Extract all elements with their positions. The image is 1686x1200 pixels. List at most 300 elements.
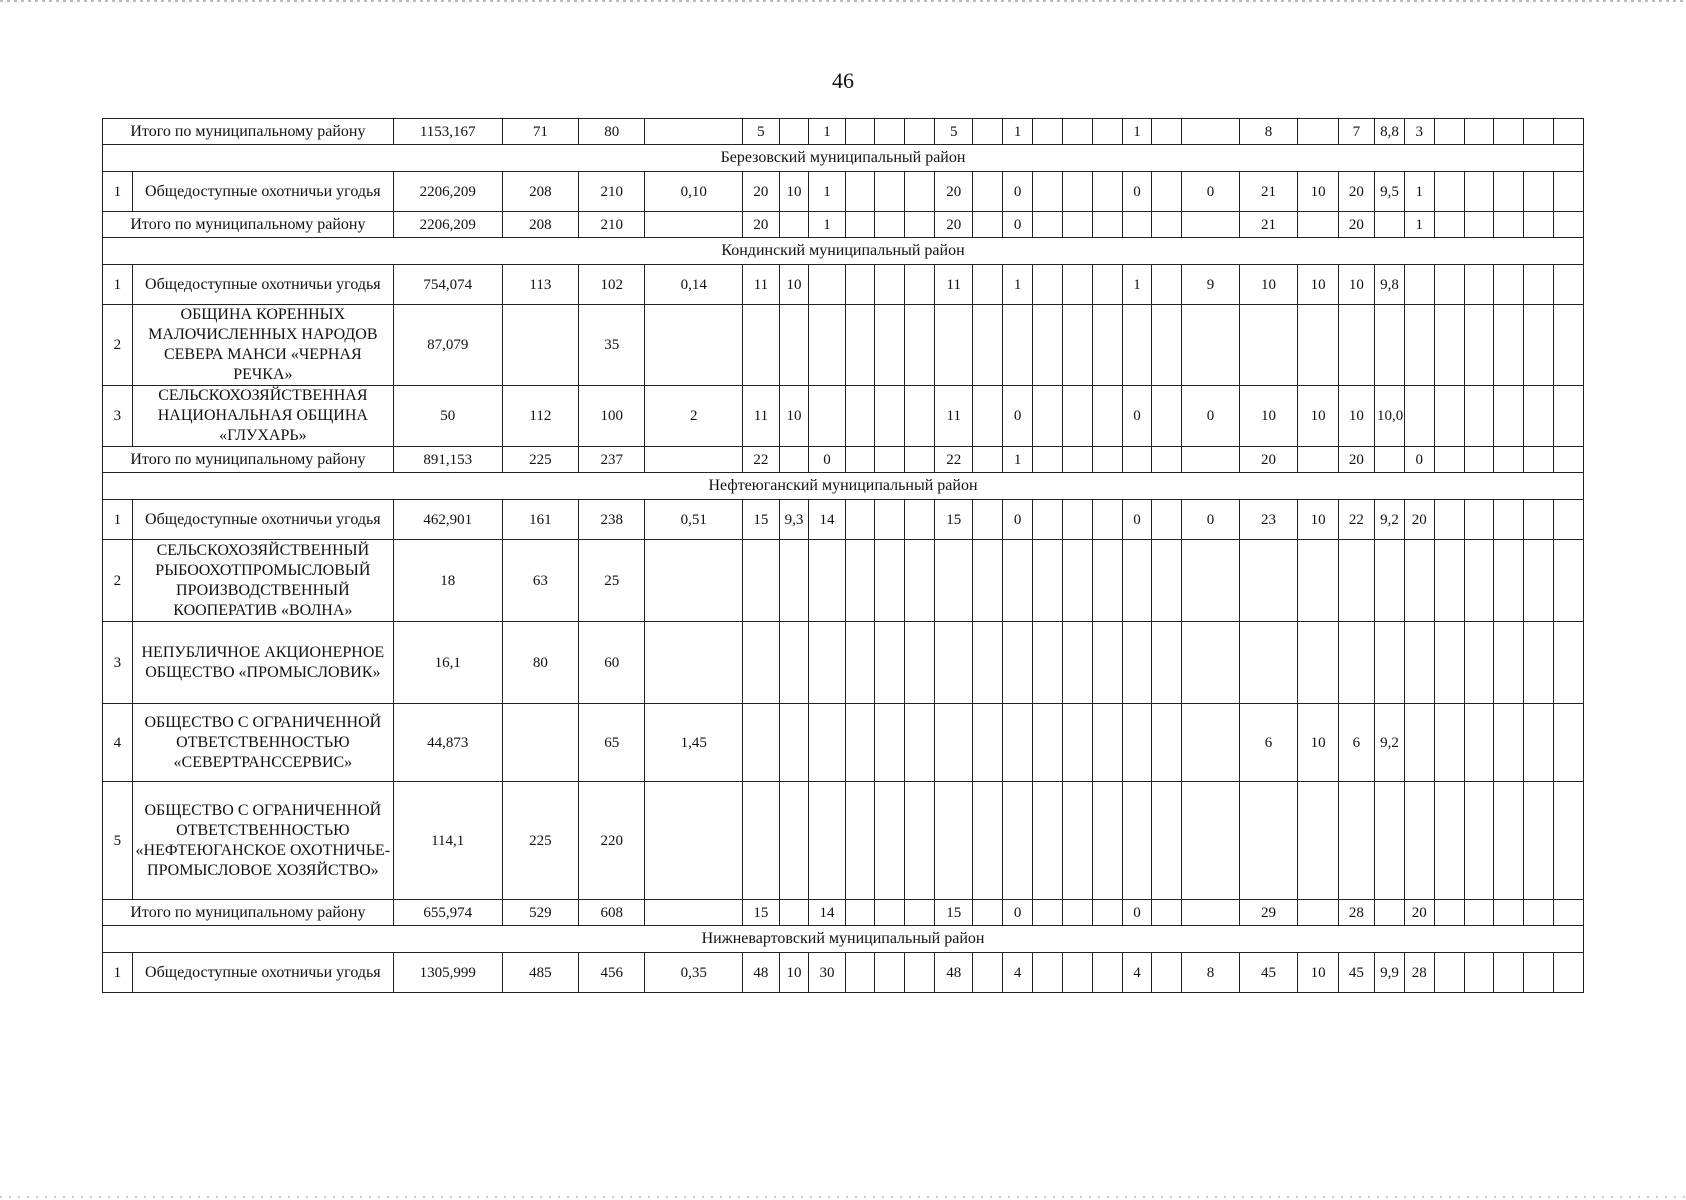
table-cell — [845, 782, 875, 900]
table-cell — [973, 172, 1003, 212]
table-cell — [809, 704, 845, 782]
table-cell — [779, 782, 809, 900]
table-cell: 7 — [1338, 119, 1374, 145]
table-cell: 1 — [1003, 119, 1033, 145]
table-cell: 60 — [579, 622, 645, 704]
table-cell: 29 — [1239, 900, 1298, 926]
table-cell — [1524, 265, 1554, 305]
table-cell — [1092, 900, 1122, 926]
table-cell — [1434, 953, 1464, 993]
table-cell — [1524, 500, 1554, 540]
table-cell — [1434, 622, 1464, 704]
table-row — [103, 172, 1584, 212]
table-cell — [1122, 212, 1152, 238]
table-cell: 35 — [579, 305, 645, 386]
table-cell: 114,1 — [393, 782, 502, 900]
table-cell — [1062, 265, 1092, 305]
table-cell — [875, 500, 905, 540]
table-cell — [875, 212, 905, 238]
table-cell — [1554, 265, 1584, 305]
table-cell — [1524, 540, 1554, 622]
table-cell — [875, 305, 905, 386]
table-cell — [1239, 305, 1298, 386]
table-cell — [905, 265, 935, 305]
table-cell — [779, 305, 809, 386]
total-label: Итого по муниципальному району — [103, 212, 394, 238]
table-cell — [973, 953, 1003, 993]
table-cell — [779, 447, 809, 473]
table-cell: 529 — [502, 900, 579, 926]
table-cell — [845, 953, 875, 993]
table-cell — [1434, 212, 1464, 238]
table-cell — [1464, 447, 1494, 473]
district-total-row — [103, 900, 1584, 926]
table-cell — [645, 782, 743, 900]
table-cell — [875, 704, 905, 782]
table-cell — [875, 172, 905, 212]
table-cell — [1554, 704, 1584, 782]
table-cell — [973, 265, 1003, 305]
table-cell — [743, 622, 779, 704]
table-cell — [779, 212, 809, 238]
table-row — [103, 782, 1584, 900]
table-cell — [1182, 704, 1240, 782]
table-cell: 8 — [1239, 119, 1298, 145]
table-cell: 14 — [809, 900, 845, 926]
table-cell — [1092, 447, 1122, 473]
table-cell — [1152, 265, 1182, 305]
district-heading: Березовский муниципальный район — [103, 145, 1584, 172]
table-cell — [973, 119, 1003, 145]
table-cell: 6 — [1338, 704, 1374, 782]
table-cell: 1 — [1003, 447, 1033, 473]
table-cell — [845, 622, 875, 704]
table-cell — [1062, 386, 1092, 447]
table-cell — [1062, 782, 1092, 900]
table-cell: 8,8 — [1375, 119, 1405, 145]
table-cell — [1033, 540, 1063, 622]
ground-name: ОБЩЕСТВО С ОГРАНИЧЕННОЙ ОТВЕТСТВЕННОСТЬЮ «СЕВЕРТРАНССЕРВИС» — [132, 704, 393, 782]
table-cell — [1554, 447, 1584, 473]
table-cell: 14 — [809, 500, 845, 540]
table-cell: 2 — [645, 386, 743, 447]
table-cell — [1033, 953, 1063, 993]
table-cell — [1003, 622, 1033, 704]
table-cell — [905, 172, 935, 212]
table-cell — [1434, 305, 1464, 386]
hunting-grounds-table — [102, 118, 1584, 993]
table-cell — [1524, 447, 1554, 473]
table-cell — [1524, 704, 1554, 782]
table-cell — [1152, 782, 1182, 900]
table-cell: 20 — [1338, 447, 1374, 473]
table-cell — [779, 900, 809, 926]
section-row — [103, 238, 1584, 265]
table-cell — [1033, 265, 1063, 305]
table-cell: 0 — [1122, 900, 1152, 926]
table-cell — [845, 119, 875, 145]
table-cell — [1003, 540, 1033, 622]
table-cell: 0 — [1003, 386, 1033, 447]
table-cell — [1033, 212, 1063, 238]
table-cell: 1 — [1404, 172, 1434, 212]
table-cell: 112 — [502, 386, 579, 447]
table-cell: 113 — [502, 265, 579, 305]
table-cell: 21 — [1239, 212, 1298, 238]
table-cell: 65 — [579, 704, 645, 782]
table-cell: 11 — [743, 386, 779, 447]
table-cell: 63 — [502, 540, 579, 622]
table-cell — [1464, 305, 1494, 386]
table-cell: 102 — [579, 265, 645, 305]
table-cell — [1298, 622, 1338, 704]
table-cell — [935, 782, 973, 900]
row-index: 1 — [103, 500, 133, 540]
table-cell: 891,153 — [393, 447, 502, 473]
table-cell: 11 — [935, 265, 973, 305]
table-cell: 237 — [579, 447, 645, 473]
table-cell — [905, 119, 935, 145]
table-cell — [1375, 305, 1405, 386]
table-cell — [779, 704, 809, 782]
table-cell — [973, 782, 1003, 900]
ground-name: Общедоступные охотничьи угодья — [132, 172, 393, 212]
table-cell — [1494, 265, 1524, 305]
table-cell — [1554, 782, 1584, 900]
table-cell — [1182, 212, 1240, 238]
table-cell: 238 — [579, 500, 645, 540]
table-cell: 456 — [579, 953, 645, 993]
table-cell — [1033, 172, 1063, 212]
table-cell — [1464, 212, 1494, 238]
table-cell — [935, 622, 973, 704]
table-cell — [1122, 704, 1152, 782]
table-cell: 22 — [935, 447, 973, 473]
table-cell: 0 — [1182, 386, 1240, 447]
table-cell — [1494, 900, 1524, 926]
table-cell: 208 — [502, 212, 579, 238]
table-cell: 10 — [1298, 500, 1338, 540]
table-cell — [1033, 622, 1063, 704]
table-cell — [1092, 500, 1122, 540]
table-cell: 15 — [935, 900, 973, 926]
table-cell — [875, 447, 905, 473]
table-cell — [1404, 704, 1434, 782]
table-cell: 0 — [1404, 447, 1434, 473]
table-cell — [1375, 212, 1405, 238]
scan-edge-bottom — [0, 1196, 1686, 1198]
table-cell: 1 — [809, 119, 845, 145]
table-cell — [1092, 782, 1122, 900]
table-cell — [809, 386, 845, 447]
table-cell: 0 — [1003, 212, 1033, 238]
table-cell — [1152, 953, 1182, 993]
table-cell — [1524, 305, 1554, 386]
table-cell: 23 — [1239, 500, 1298, 540]
table-cell — [1554, 119, 1584, 145]
table-cell — [1152, 447, 1182, 473]
table-cell: 20 — [1338, 212, 1374, 238]
table-cell — [1092, 540, 1122, 622]
table-cell — [1182, 447, 1240, 473]
table-cell — [875, 622, 905, 704]
table-cell: 5 — [935, 119, 973, 145]
table-cell — [1033, 782, 1063, 900]
table-cell — [1182, 540, 1240, 622]
table-cell: 10 — [779, 265, 809, 305]
table-cell — [845, 704, 875, 782]
total-label: Итого по муниципальному району — [103, 119, 394, 145]
table-cell — [1152, 386, 1182, 447]
district-total-row — [103, 212, 1584, 238]
table-cell — [905, 953, 935, 993]
table-cell: 10 — [1298, 386, 1338, 447]
table-cell: 48 — [743, 953, 779, 993]
table-cell — [1524, 953, 1554, 993]
table-cell — [1434, 172, 1464, 212]
table-cell: 0,51 — [645, 500, 743, 540]
table-cell — [875, 540, 905, 622]
table-cell: 608 — [579, 900, 645, 926]
table-cell — [905, 622, 935, 704]
table-cell — [1524, 172, 1554, 212]
table-cell — [905, 540, 935, 622]
table-cell: 22 — [1338, 500, 1374, 540]
row-index: 1 — [103, 265, 133, 305]
table-cell — [1338, 305, 1374, 386]
table-cell — [1464, 782, 1494, 900]
row-index: 5 — [103, 782, 133, 900]
table-cell — [845, 500, 875, 540]
table-cell: 0 — [1003, 900, 1033, 926]
table-cell — [1298, 900, 1338, 926]
table-cell — [1524, 782, 1554, 900]
ground-name: ОБЩИНА КОРЕННЫХ МАЛОЧИСЛЕННЫХ НАРОДОВ СЕВЕРА МАНСИ «ЧЕРНАЯ РЕЧКА» — [132, 305, 393, 386]
table-cell: 45 — [1338, 953, 1374, 993]
table-cell: 161 — [502, 500, 579, 540]
table-cell — [1239, 622, 1298, 704]
table-cell — [1152, 172, 1182, 212]
table-cell — [973, 447, 1003, 473]
table-cell — [1464, 704, 1494, 782]
table-cell: 48 — [935, 953, 973, 993]
table-cell — [1062, 447, 1092, 473]
table-row — [103, 500, 1584, 540]
table-cell — [1092, 119, 1122, 145]
table-cell — [1404, 386, 1434, 447]
table-cell — [1298, 782, 1338, 900]
table-cell — [935, 704, 973, 782]
table-cell — [1494, 305, 1524, 386]
table-cell — [1338, 622, 1374, 704]
table-cell — [973, 305, 1003, 386]
table-cell: 80 — [502, 622, 579, 704]
total-label: Итого по муниципальному району — [103, 900, 394, 926]
table-cell — [905, 900, 935, 926]
table-cell — [779, 119, 809, 145]
table-cell: 0 — [1003, 172, 1033, 212]
table-cell — [1003, 782, 1033, 900]
table-row — [103, 386, 1584, 447]
table-cell — [875, 953, 905, 993]
table-cell — [1434, 119, 1464, 145]
table-cell — [1092, 622, 1122, 704]
table-cell: 30 — [809, 953, 845, 993]
table-cell: 9,2 — [1375, 500, 1405, 540]
table-cell — [645, 540, 743, 622]
row-index: 3 — [103, 386, 133, 447]
ground-name: Общедоступные охотничьи угодья — [132, 500, 393, 540]
table-cell — [1494, 119, 1524, 145]
table-cell: 462,901 — [393, 500, 502, 540]
table-cell: 10 — [1239, 265, 1298, 305]
table-cell — [1062, 622, 1092, 704]
table-cell: 10 — [1298, 172, 1338, 212]
table-cell: 210 — [579, 172, 645, 212]
table-cell — [1434, 386, 1464, 447]
table-cell: 0,10 — [645, 172, 743, 212]
table-cell — [1152, 900, 1182, 926]
table-cell — [1494, 622, 1524, 704]
table-cell — [1182, 900, 1240, 926]
table-cell — [973, 900, 1003, 926]
table-cell — [1092, 953, 1122, 993]
table-cell — [1404, 540, 1434, 622]
table-cell — [1494, 500, 1524, 540]
table-cell — [1434, 500, 1464, 540]
table-cell: 1 — [1122, 119, 1152, 145]
table-cell — [1494, 953, 1524, 993]
table-cell: 655,974 — [393, 900, 502, 926]
table-cell: 10 — [779, 386, 809, 447]
row-index: 4 — [103, 704, 133, 782]
table-cell: 754,074 — [393, 265, 502, 305]
table-cell: 1153,167 — [393, 119, 502, 145]
scan-edge-top — [0, 0, 1686, 2]
table-cell — [973, 500, 1003, 540]
row-index: 2 — [103, 305, 133, 386]
table-cell — [1062, 953, 1092, 993]
table-cell: 28 — [1338, 900, 1374, 926]
table-cell — [875, 900, 905, 926]
table-cell — [1092, 212, 1122, 238]
table-cell: 2206,209 — [393, 172, 502, 212]
table-cell — [502, 305, 579, 386]
table-cell: 225 — [502, 447, 579, 473]
table-cell — [875, 119, 905, 145]
table-body — [103, 119, 1584, 993]
table-cell — [1152, 704, 1182, 782]
table-cell: 1 — [1122, 265, 1152, 305]
table-cell — [645, 900, 743, 926]
table-cell: 11 — [935, 386, 973, 447]
table-cell — [1062, 305, 1092, 386]
table-cell: 20 — [1239, 447, 1298, 473]
table-cell: 0,14 — [645, 265, 743, 305]
table-cell — [973, 704, 1003, 782]
table-cell — [1554, 953, 1584, 993]
table-cell — [1554, 386, 1584, 447]
table-cell — [935, 540, 973, 622]
table-cell — [1152, 305, 1182, 386]
table-cell — [1464, 119, 1494, 145]
table-cell: 225 — [502, 782, 579, 900]
table-cell: 0 — [1003, 500, 1033, 540]
table-cell — [1092, 305, 1122, 386]
table-cell — [1152, 622, 1182, 704]
table-cell — [743, 305, 779, 386]
table-cell — [1494, 704, 1524, 782]
table-cell — [1122, 540, 1152, 622]
table-cell: 100 — [579, 386, 645, 447]
table-cell — [1062, 500, 1092, 540]
row-index: 1 — [103, 172, 133, 212]
ground-name: Общедоступные охотничьи угодья — [132, 953, 393, 993]
table-cell — [1464, 172, 1494, 212]
district-heading: Нефтеюганский муниципальный район — [103, 473, 1584, 500]
table-cell: 10 — [1298, 704, 1338, 782]
table-cell: 9,2 — [1375, 704, 1405, 782]
section-row — [103, 926, 1584, 953]
table-cell: 210 — [579, 212, 645, 238]
table-cell — [1434, 540, 1464, 622]
section-row — [103, 145, 1584, 172]
table-cell — [645, 305, 743, 386]
table-cell — [1298, 212, 1338, 238]
table-cell: 1 — [809, 212, 845, 238]
table-cell — [1062, 119, 1092, 145]
table-cell — [875, 386, 905, 447]
table-cell — [743, 704, 779, 782]
table-cell — [502, 704, 579, 782]
table-cell — [1464, 953, 1494, 993]
table-cell — [875, 265, 905, 305]
table-cell: 10 — [1239, 386, 1298, 447]
table-cell — [1375, 622, 1405, 704]
table-cell — [1092, 704, 1122, 782]
table-cell — [845, 172, 875, 212]
table-cell — [1554, 622, 1584, 704]
ground-name: НЕПУБЛИЧНОЕ АКЦИОНЕРНОЕ ОБЩЕСТВО «ПРОМЫСЛОВИК» — [132, 622, 393, 704]
table-cell — [809, 265, 845, 305]
table-cell — [645, 622, 743, 704]
table-cell — [1554, 212, 1584, 238]
row-index: 1 — [103, 953, 133, 993]
table-cell: 10 — [779, 172, 809, 212]
table-cell — [1554, 500, 1584, 540]
table-row — [103, 265, 1584, 305]
district-heading: Нижневартовский муниципальный район — [103, 926, 1584, 953]
table-cell — [1122, 782, 1152, 900]
table-cell — [1375, 782, 1405, 900]
table-row — [103, 953, 1584, 993]
district-heading: Кондинский муниципальный район — [103, 238, 1584, 265]
table-cell — [1062, 212, 1092, 238]
table-cell: 20 — [935, 172, 973, 212]
table-cell: 1 — [1404, 212, 1434, 238]
table-cell — [905, 704, 935, 782]
district-total-row — [103, 447, 1584, 473]
table-cell — [845, 212, 875, 238]
table-cell — [1033, 386, 1063, 447]
table-cell — [1182, 782, 1240, 900]
table-cell: 11 — [743, 265, 779, 305]
table-cell: 9 — [1182, 265, 1240, 305]
table-cell — [645, 447, 743, 473]
table-cell — [1152, 212, 1182, 238]
table-cell: 44,873 — [393, 704, 502, 782]
table-cell — [905, 447, 935, 473]
